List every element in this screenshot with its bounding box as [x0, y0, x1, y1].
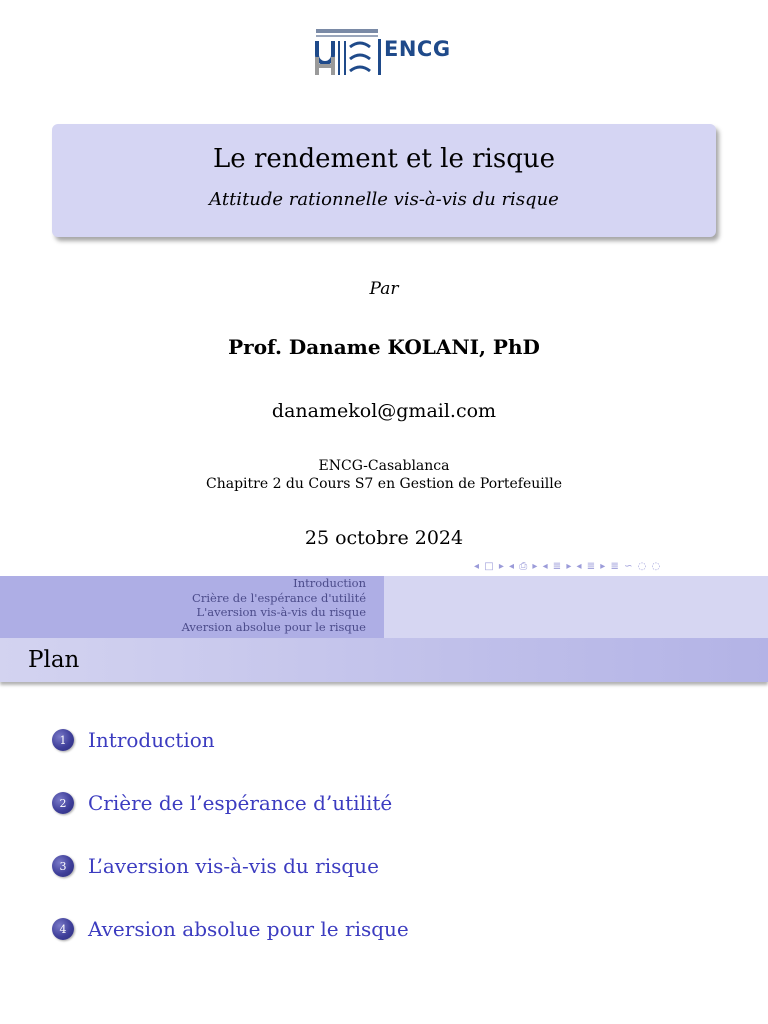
toc-item-expected-utility[interactable]: [52, 790, 392, 816]
headline-section-introduction[interactable]: Introduction: [293, 576, 366, 590]
by-label: Par: [369, 279, 399, 299]
toc-number-ball-icon: 2: [52, 792, 74, 814]
institution-block: [0, 457, 768, 493]
author-email: danamekol@gmail.com: [271, 400, 497, 422]
university-emblem-icon: [314, 27, 384, 77]
headline-section-expected-utility[interactable]: Crière de l'espérance d'utilité: [192, 590, 366, 605]
toc-item-absolute-aversion[interactable]: [52, 916, 409, 942]
toc-label[interactable]: Crière de l’espérance d’utilité: [88, 791, 393, 815]
presentation-subtitle: Attitude rationnelle vis-à-vis du risque: [209, 189, 559, 210]
headline-section-absolute-aversion[interactable]: Aversion absolue pour le risque: [181, 619, 366, 634]
toc-label[interactable]: Introduction: [88, 728, 215, 752]
presentation-title: Le rendement et le risque: [213, 144, 555, 174]
toc-label[interactable]: Aversion absolue pour le risque: [88, 917, 409, 941]
institution-name: ENCG-Casablanca: [318, 458, 450, 474]
title-box: [52, 124, 716, 237]
headline-section-risk-aversion[interactable]: L'aversion vis-à-vis du risque: [196, 605, 366, 619]
toc-number-ball-icon: 3: [52, 855, 74, 877]
toc-number-ball-icon: 4: [52, 918, 74, 940]
beamer-navigation-icons[interactable]: ◂ □ ▸ ◂ ⎙ ▸ ◂ ≣ ▸ ◂ ≣ ▸ ≣ ∽ ◌ ◌: [474, 561, 662, 572]
toc-item-risk-aversion[interactable]: [52, 853, 379, 879]
encg-logo: [314, 27, 460, 77]
table-of-contents: [0, 576, 768, 1024]
course-name: Chapitre 2 du Cours S7 en Gestion de Portefeuille: [206, 476, 562, 492]
logo-text: ENCG: [384, 37, 451, 61]
presentation-date: 25 octobre 2024: [304, 527, 464, 549]
frame-title: Plan: [28, 647, 80, 673]
author-name: Prof. Daname KOLANI, PhD: [228, 335, 540, 359]
toc-item-introduction[interactable]: [52, 727, 215, 753]
toc-number-ball-icon: 1: [52, 729, 74, 751]
plan-slide: [0, 576, 768, 1024]
toc-label[interactable]: L’aversion vis-à-vis du risque: [88, 854, 379, 878]
